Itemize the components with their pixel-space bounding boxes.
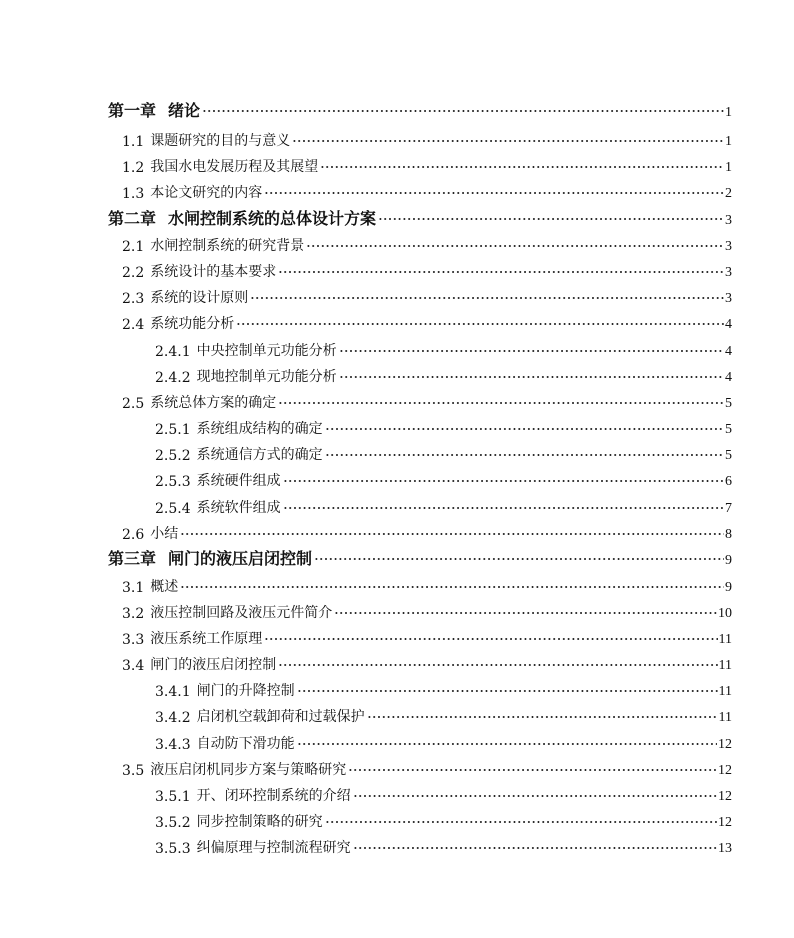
toc-number: 1.1: [122, 133, 145, 150]
toc-title: 中央控制单元功能分析: [196, 342, 337, 359]
toc-page-number: 11: [718, 684, 732, 700]
toc-section[interactable]: [108, 307, 732, 333]
toc-page-number: 6: [725, 474, 732, 490]
toc-subsection[interactable]: [108, 438, 732, 464]
dot-leader: [325, 424, 724, 434]
toc-number: 3.5.3: [155, 841, 191, 858]
toc-page-number: 5: [725, 448, 732, 464]
toc-subsection[interactable]: [108, 360, 732, 386]
toc-subsection[interactable]: [108, 779, 732, 805]
toc-number: 2.5.4: [155, 500, 191, 517]
toc-section[interactable]: [108, 255, 732, 281]
dot-leader: [353, 843, 717, 853]
toc-subsection[interactable]: [108, 700, 732, 726]
dot-leader: [250, 293, 724, 303]
toc-title: 绪论: [168, 100, 201, 120]
toc-title: 课题研究的目的与意义: [150, 132, 291, 149]
dot-leader: [264, 634, 717, 644]
dot-leader: [353, 791, 717, 801]
toc-section[interactable]: [108, 596, 732, 622]
toc-page-number: 12: [718, 736, 732, 752]
toc-page-number: 12: [718, 789, 732, 804]
toc-title: 现地控制单元功能分析: [196, 368, 337, 385]
toc-section[interactable]: [108, 150, 732, 176]
toc-page-number: 12: [718, 762, 732, 778]
toc-number: 3.4: [122, 658, 145, 675]
dot-leader: [283, 476, 724, 486]
toc-page-number: 3: [725, 238, 732, 254]
toc-page-number: 4: [725, 317, 732, 333]
dot-leader: [264, 188, 724, 198]
toc-number: 2.5.1: [155, 422, 191, 439]
toc-title: 系统软件组成: [196, 499, 281, 516]
dot-leader: [278, 660, 717, 670]
toc-page-number: 9: [725, 579, 732, 595]
toc-page-number: 13: [718, 841, 732, 857]
toc-page-number: 11: [718, 710, 732, 726]
toc-page-number: 12: [718, 815, 732, 831]
toc-title: 液压系统工作原理: [150, 630, 263, 647]
toc-subsection[interactable]: [108, 333, 732, 359]
dot-leader: [348, 765, 717, 775]
toc-number: 第二章: [108, 208, 157, 228]
dot-leader: [180, 582, 724, 592]
toc-page-number: 8: [725, 526, 732, 542]
toc-subsection[interactable]: [108, 464, 732, 490]
dot-leader: [278, 398, 724, 408]
toc-page-number: 1: [725, 133, 732, 149]
toc-section[interactable]: [108, 386, 732, 412]
toc-subsection[interactable]: [108, 726, 732, 752]
toc-number: 3.5.2: [155, 815, 191, 832]
dot-leader: [292, 136, 724, 146]
toc-page-number: 11: [718, 631, 732, 647]
toc-title: 本论文研究的内容: [150, 185, 263, 202]
toc-number: 2.5.3: [155, 474, 191, 491]
toc-section[interactable]: [108, 622, 732, 648]
dot-leader: [339, 372, 724, 382]
toc-title: 液压启闭机同步方案与策略研究: [150, 761, 347, 778]
toc-title: 水闸控制系统的研究背景: [150, 237, 305, 254]
dot-leader: [378, 214, 724, 224]
toc-number: 2.5: [122, 395, 145, 412]
toc-title: 系统功能分析: [150, 316, 235, 333]
toc-chapter[interactable]: [108, 543, 732, 570]
toc-section[interactable]: [108, 176, 732, 202]
toc-number: 第一章: [108, 100, 157, 120]
dot-leader: [278, 267, 724, 277]
toc-chapter[interactable]: [108, 202, 732, 229]
toc-number: 3.3: [122, 631, 145, 648]
toc-number: 2.4.1: [155, 343, 191, 360]
dot-leader: [325, 450, 724, 460]
toc-number: 2.4: [122, 317, 145, 334]
toc-page-number: 10: [718, 605, 732, 621]
toc-section[interactable]: [108, 517, 732, 543]
toc-title: 自动防下滑功能: [196, 735, 295, 752]
toc-title: 闸门的升降控制: [196, 683, 295, 700]
dot-leader: [236, 319, 724, 329]
toc-title: 闸门的液压启闭控制: [168, 549, 313, 569]
toc-title: 系统通信方式的确定: [196, 447, 323, 464]
dot-leader: [283, 503, 724, 513]
toc-title: 纠偏原理与控制流程研究: [196, 840, 351, 857]
toc-number: 1.2: [122, 159, 145, 176]
toc-section[interactable]: [108, 229, 732, 255]
toc-number: 3.4.2: [155, 710, 191, 727]
toc-page-number: 3: [725, 264, 732, 280]
toc-subsection[interactable]: [108, 805, 732, 831]
toc-section[interactable]: [108, 648, 732, 674]
toc-title: 水闸控制系统的总体设计方案: [168, 208, 377, 228]
dot-leader: [297, 739, 717, 749]
toc-title: 开、闭环控制系统的介绍: [196, 788, 351, 804]
toc-page-number: 5: [725, 422, 732, 438]
dot-leader: [297, 686, 718, 696]
toc-page-number: 2: [725, 186, 732, 202]
toc-title: 启闭机空载卸荷和过载保护: [196, 709, 365, 726]
toc-section[interactable]: [108, 569, 732, 595]
toc-page-number: 4: [725, 343, 732, 359]
toc-number: 3.2: [122, 605, 145, 622]
toc-page-number: 3: [725, 212, 732, 228]
toc-page-number: 7: [725, 500, 732, 516]
toc-title: 系统硬件组成: [196, 473, 281, 490]
dot-leader: [314, 554, 724, 564]
toc-title: 我国水电发展历程及其展望: [150, 158, 319, 175]
toc-title: 系统设计的基本要求: [150, 263, 277, 280]
toc-section[interactable]: [108, 281, 732, 307]
toc-subsection[interactable]: [108, 490, 732, 516]
toc-number: 1.3: [122, 186, 145, 203]
toc-subsection[interactable]: [108, 412, 732, 438]
dot-leader: [180, 529, 724, 539]
toc-title: 闸门的液压启闭控制: [150, 657, 277, 674]
toc-section[interactable]: [108, 124, 732, 150]
dot-leader: [202, 106, 724, 116]
toc-number: 3.5: [122, 762, 145, 779]
toc-title: 系统组成结构的确定: [196, 421, 323, 438]
toc-number: 2.5.2: [155, 448, 191, 465]
toc-number: 3.5.1: [155, 789, 191, 805]
toc-title: 液压控制回路及液压元件简介: [150, 604, 333, 621]
dot-leader: [367, 712, 718, 722]
toc-number: 2.2: [122, 264, 145, 281]
toc-chapter[interactable]: [108, 94, 732, 121]
toc-page-number: 1: [725, 159, 732, 175]
dot-leader: [325, 817, 717, 827]
toc-number: 3.1: [122, 579, 145, 596]
toc-number: 2.1: [122, 238, 145, 255]
dot-leader: [339, 346, 724, 356]
toc-section[interactable]: [108, 753, 732, 779]
toc-number: 2.6: [122, 526, 145, 543]
table-of-contents: [108, 94, 732, 857]
toc-page-number: 4: [725, 369, 732, 385]
toc-number: 3.4.1: [155, 684, 191, 701]
dot-leader: [334, 608, 717, 618]
toc-page-number: 5: [725, 395, 732, 411]
dot-leader: [320, 162, 724, 172]
toc-page-number: 11: [718, 658, 732, 674]
toc-title: 概述: [150, 578, 179, 595]
toc-page-number: 3: [725, 291, 732, 307]
toc-number: 2.4.2: [155, 369, 191, 386]
toc-title: 系统的设计原则: [150, 290, 249, 307]
toc-title: 系统总体方案的确定: [150, 394, 277, 411]
toc-subsection[interactable]: [108, 831, 732, 857]
toc-page-number: 1: [725, 104, 732, 120]
toc-title: 小结: [150, 525, 179, 542]
toc-title: 同步控制策略的研究: [196, 814, 323, 831]
toc-number: 第三章: [108, 549, 157, 569]
dot-leader: [306, 241, 724, 251]
toc-subsection[interactable]: [108, 674, 732, 700]
toc-page-number: 9: [725, 553, 732, 569]
toc-number: 2.3: [122, 291, 145, 308]
toc-number: 3.4.3: [155, 736, 191, 753]
